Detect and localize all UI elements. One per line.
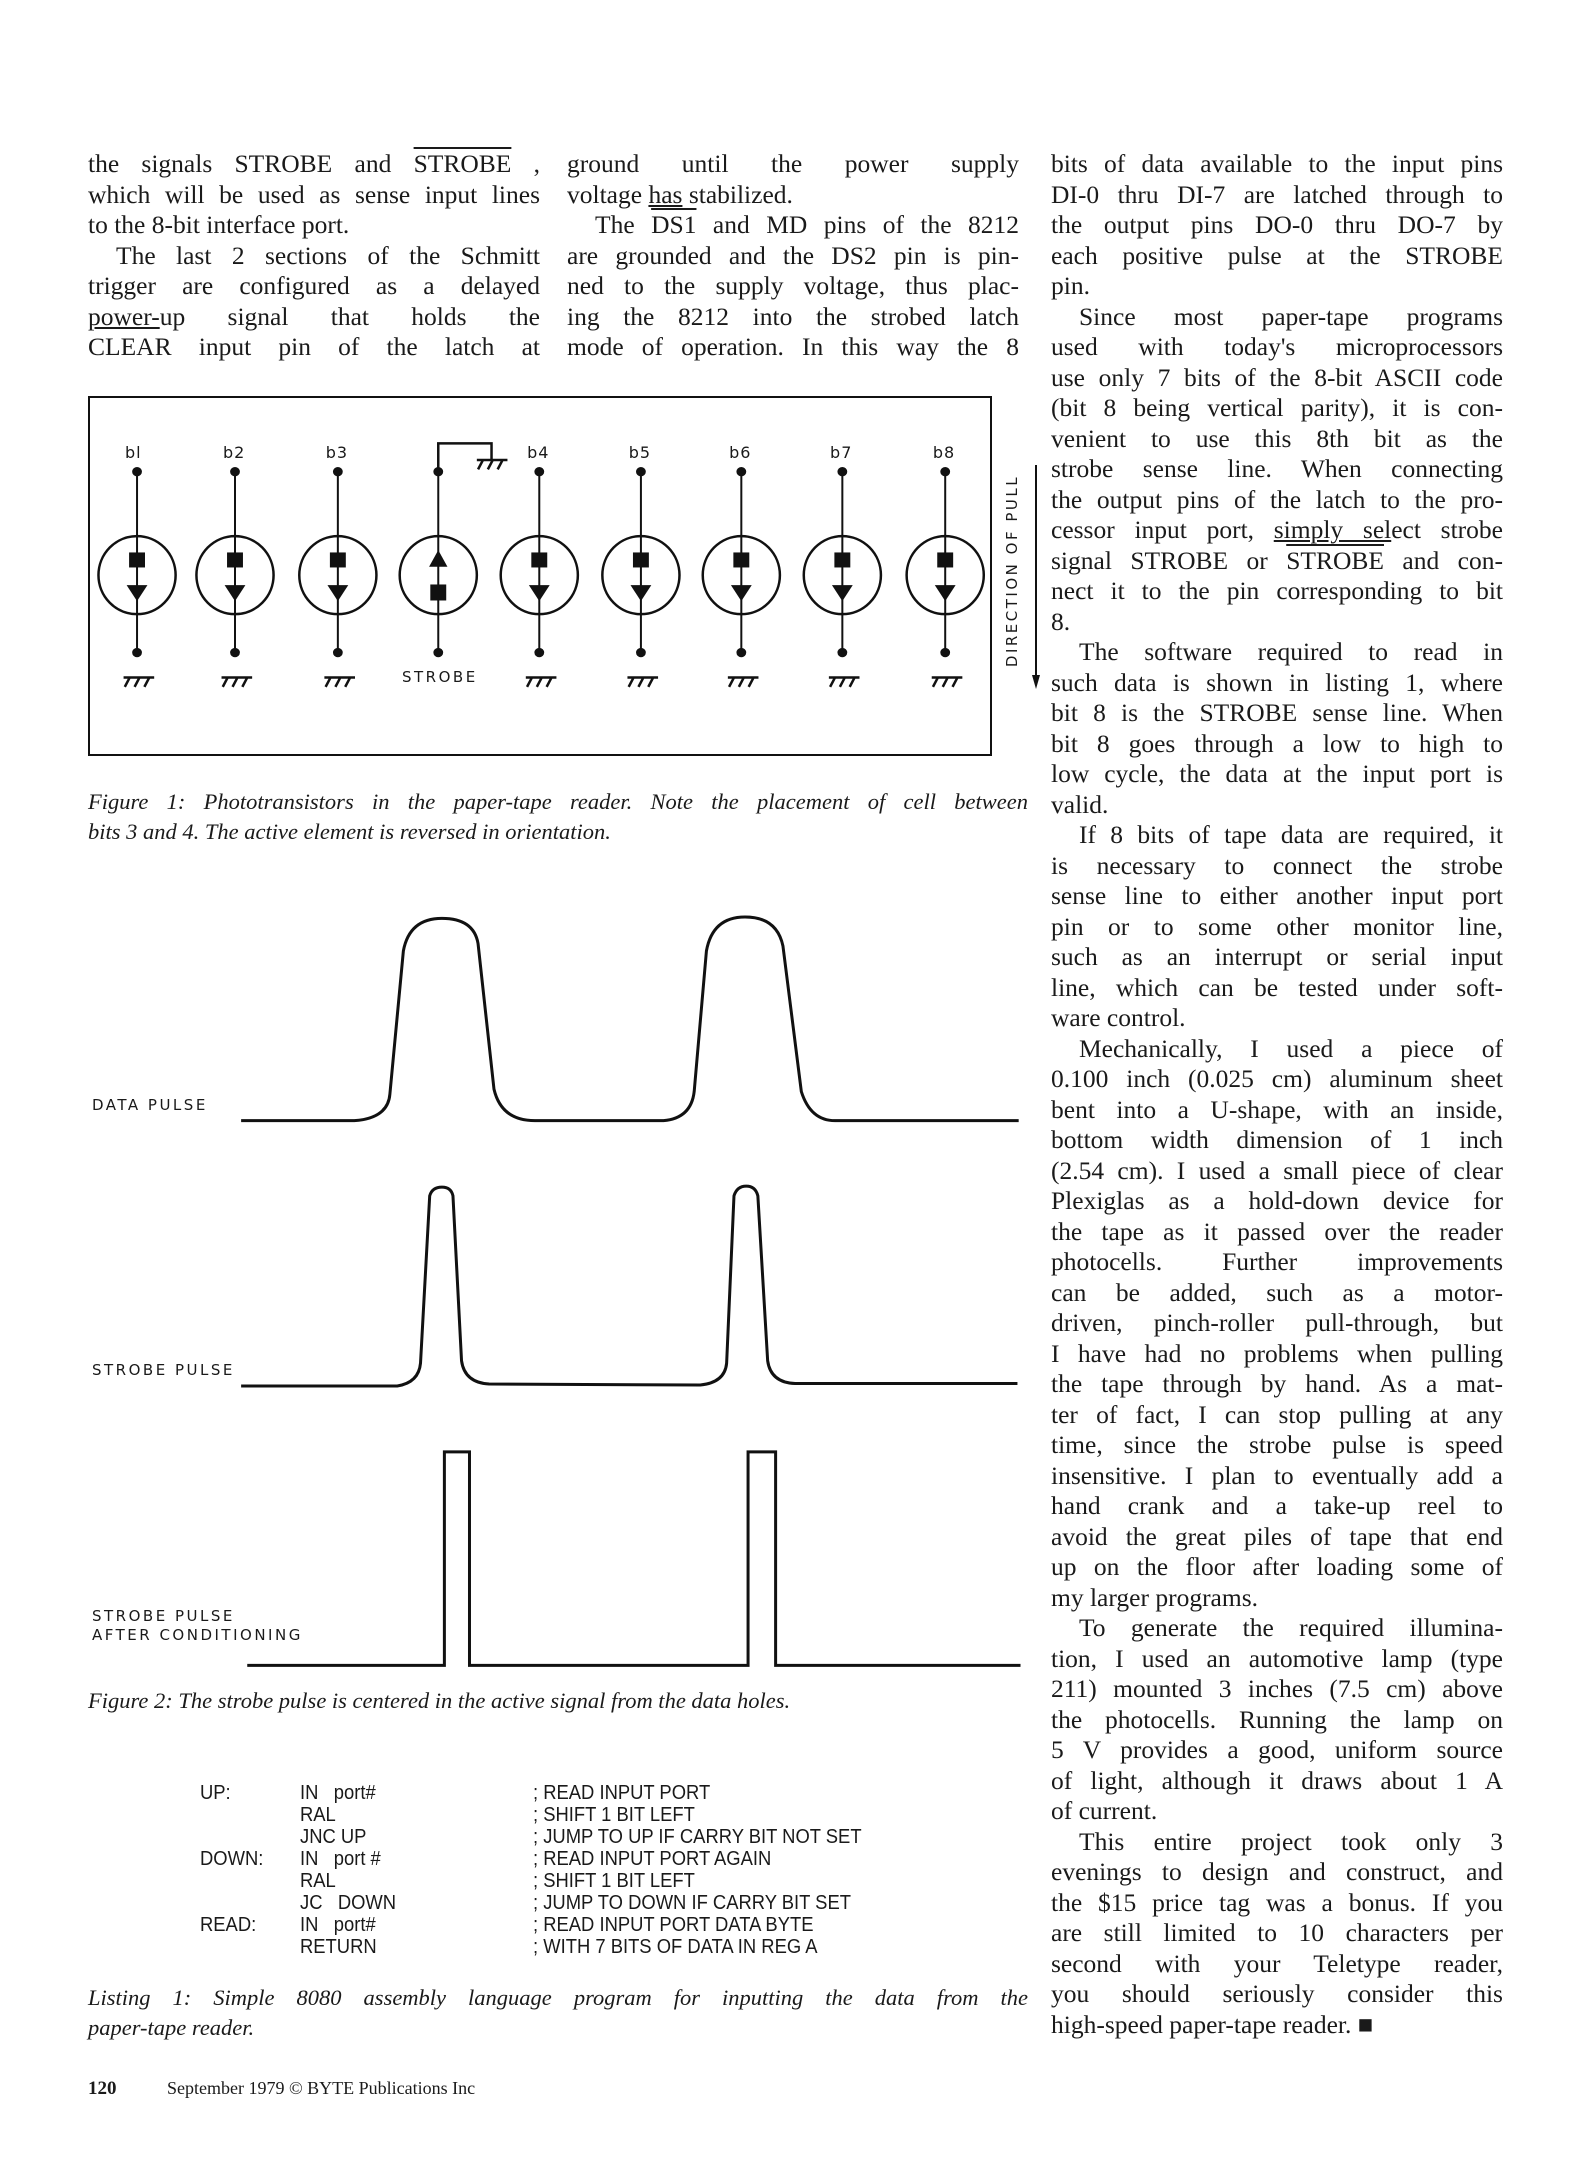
terminal-dot: [940, 648, 950, 657]
text-line: [1051, 790, 1503, 821]
terminal-dot: [837, 648, 847, 657]
text-line: Plexiglas as a hold-down device for: [1051, 1186, 1503, 1215]
listing-instr: JC DOWN: [300, 1892, 397, 1914]
square-element-icon: [129, 552, 145, 567]
text-line: the tape through by hand. As a mat-: [1051, 1369, 1503, 1398]
listing-label: UP:: [200, 1782, 231, 1804]
text-line: you should seriously consider this: [1051, 1979, 1503, 2008]
terminal-dot: [837, 467, 847, 476]
terminal-dot: [736, 648, 746, 657]
text-line: [1051, 515, 1503, 546]
text-segment: ,: [511, 149, 541, 178]
listing-label: DOWN:: [200, 1848, 264, 1870]
square-element-icon: [834, 552, 850, 567]
text-line: pin or to some other monitor line,: [1051, 911, 1503, 941]
text-line: use only 7 bits of the 8-bit ASCII code: [1051, 362, 1503, 392]
text-line: bit 8 is the STROBE sense line. When: [1051, 698, 1503, 727]
ground-icon: [627, 678, 658, 687]
text-segment: of current.: [1051, 1796, 1158, 1825]
text-segment: voltage: [567, 179, 649, 209]
triangle-down-icon: [832, 585, 853, 601]
text-line: [1051, 637, 1503, 668]
strobe-pulse-waveform: [241, 1186, 1017, 1386]
text-line: (2.54 cm). I used a small piece of clear: [1051, 1155, 1503, 1185]
ground-icon: [728, 678, 759, 687]
text-line: strobe sense line. When connecting: [1051, 454, 1503, 483]
text-segment: power-: [88, 301, 160, 331]
listing-comment: ; JUMP TO DOWN IF CARRY BIT SET: [533, 1892, 851, 1914]
text-line: [88, 241, 540, 272]
square-element-icon: [430, 584, 446, 600]
text-line: of light, although it draws about 1 A: [1051, 1765, 1503, 1795]
strobe-pulse-label: STROBE PULSE: [92, 1361, 235, 1379]
listing-comment: ; JUMP TO UP IF CARRY BIT NOT SET: [533, 1826, 862, 1848]
text-line: used with today's microprocessors: [1051, 332, 1503, 361]
text-segment: simply sel: [1273, 515, 1392, 544]
text-segment: ect strobe: [1391, 515, 1503, 544]
text-line: the output pins of the latch to the pro-: [1051, 484, 1503, 514]
text-line: up on the floor after loading some of: [1051, 1552, 1503, 1581]
figure-1-caption: [88, 787, 1028, 847]
text-line: ground until the power supply: [567, 149, 1019, 178]
text-line: photocells. Further improvements: [1051, 1247, 1503, 1276]
listing-comment: ; SHIFT 1 BIT LEFT: [533, 1804, 695, 1826]
bit-label: b6: [729, 443, 752, 462]
text-line: each positive pulse at the STROBE: [1051, 240, 1503, 270]
ground-wire: [438, 443, 491, 471]
listing-caption: [88, 1983, 1028, 2043]
caption-line: bits 3 and 4. The active element is reversed in orientation.: [88, 819, 611, 844]
text-column-left: [88, 149, 540, 363]
ground-icon: [477, 460, 508, 469]
text-line: are still limited to 10 characters per: [1051, 1918, 1503, 1947]
text-line: ned to the supply voltage, thus plac-: [567, 271, 1019, 300]
caption-line: Figure 1: Phototransistors in the paper-tape reader. Note the placement of cell between: [88, 789, 1028, 814]
text-segment: ware control.: [1051, 1003, 1186, 1032]
text-segment: The last 2 sections of the Schmitt: [116, 240, 540, 270]
text-line: bottom width dimension of 1 inch: [1051, 1125, 1503, 1154]
text-segment: my larger programs.: [1051, 1582, 1259, 1612]
text-line: bent into a U-shape, with an inside,: [1051, 1094, 1503, 1124]
text-segment: valid.: [1051, 789, 1109, 819]
text-segment: DS1: [651, 210, 697, 239]
square-element-icon: [330, 552, 346, 567]
text-line: such as an interrupt or serial input: [1051, 942, 1503, 971]
terminal-dot: [132, 648, 142, 657]
text-segment: cessor input port,: [1051, 515, 1274, 544]
text-line: insensitive. I plan to eventually add a: [1051, 1460, 1503, 1490]
listing-label: READ:: [200, 1914, 257, 1936]
listing-comment: ; SHIFT 1 BIT LEFT: [533, 1870, 695, 1892]
strobe-cell-label: STROBE: [402, 668, 478, 686]
bit-label: b3: [325, 443, 349, 462]
bit-label: b4: [527, 443, 550, 462]
text-line: [1051, 820, 1503, 851]
triangle-down-icon: [327, 585, 348, 601]
text-line: the tape as it passed over the reader: [1051, 1216, 1503, 1246]
triangle-down-icon: [731, 585, 752, 601]
text-line: nect it to the pin corresponding to bit: [1051, 576, 1503, 605]
text-line: [88, 210, 540, 241]
text-column-right: [1051, 149, 1503, 2040]
text-line: 5 V provides a good, uniform source: [1051, 1735, 1503, 1764]
text-segment: has: [648, 179, 683, 209]
ground-icon: [124, 678, 155, 687]
text-line: time, since the strobe pulse is speed: [1051, 1430, 1503, 1459]
text-line: [1051, 1827, 1503, 1858]
text-line: [1051, 302, 1503, 333]
triangle-down-icon: [935, 585, 956, 601]
conditioned-strobe-waveform: [247, 1452, 1020, 1665]
text-segment: STROBE: [413, 149, 512, 178]
text-line: avoid the great piles of tape that end: [1051, 1521, 1503, 1551]
text-line: [1051, 546, 1503, 577]
terminal-dot: [230, 467, 240, 476]
text-segment: STROBE: [1286, 545, 1384, 575]
bit-label: b7: [830, 443, 853, 462]
text-segment: Since most paper-tape programs: [1079, 301, 1503, 331]
text-line: tion, I used an automotive lamp (type: [1051, 1643, 1503, 1673]
terminal-dot: [230, 648, 240, 657]
text-line: sense line to either another input port: [1051, 881, 1503, 910]
bit-label: bl: [125, 443, 142, 462]
text-line: [88, 302, 540, 333]
text-segment: If 8 bits of tape data are required, it: [1079, 820, 1503, 849]
page-number: 120: [88, 2078, 117, 2099]
ground-icon: [526, 678, 557, 687]
square-element-icon: [733, 552, 749, 567]
text-line: 211) mounted 3 inches (7.5 cm) above: [1051, 1674, 1503, 1703]
text-line: the output pins DO-0 thru DO-7 by: [1051, 210, 1503, 239]
triangle-down-icon: [127, 585, 148, 601]
text-segment: high-speed paper-tape reader. ■: [1051, 2009, 1374, 2039]
text-line: bits of data available to the input pins: [1051, 149, 1503, 178]
text-line: CLEAR input pin of the latch at: [88, 332, 540, 361]
caption-line: paper-tape reader.: [88, 2015, 255, 2040]
text-line: driven, pinch-roller pull-through, but: [1051, 1308, 1503, 1337]
text-line: which will be used as sense input lines: [88, 179, 540, 209]
terminal-dot: [636, 648, 646, 657]
listing-instr: IN port#: [300, 1782, 376, 1804]
text-line: I have had no problems when pulling: [1051, 1338, 1503, 1368]
text-segment: This entire project took only 3: [1079, 1826, 1503, 1856]
text-segment: stabilized.: [682, 179, 793, 209]
ground-icon: [324, 678, 355, 687]
listing-instr: JNC UP: [300, 1826, 367, 1848]
text-line: [1051, 607, 1503, 638]
terminal-dot: [636, 467, 646, 476]
text-line: bit 8 goes through a low to high to: [1051, 728, 1503, 758]
terminal-dot: [534, 467, 544, 476]
text-line: are grounded and the DS2 pin is pin-: [567, 240, 1019, 270]
bit-label: b8: [932, 443, 956, 462]
conditioned-pulse-label-2: AFTER CONDITIONING: [92, 1626, 303, 1644]
listing-instr: IN port#: [300, 1914, 376, 1936]
text-line: 0.100 inch (0.025 cm) aluminum sheet: [1051, 1064, 1503, 1093]
text-line: [1051, 1003, 1503, 1034]
direction-of-pull-label: DIRECTION OF PULL: [1003, 474, 1021, 668]
text-line: DI-0 thru DI-7 are latched through to: [1051, 179, 1503, 209]
text-line: line, which can be tested under soft-: [1051, 972, 1503, 1002]
text-line: low cycle, the data at the input port is: [1051, 759, 1503, 788]
text-segment: signal STROBE or: [1051, 545, 1287, 575]
text-line: is necessary to connect the strobe: [1051, 850, 1503, 880]
text-segment: to the 8-bit interface port.: [88, 210, 350, 239]
terminal-dot: [534, 648, 544, 657]
text-segment: and MD pins of the 8212: [696, 210, 1019, 239]
text-line: [567, 210, 1019, 241]
text-line: the $15 price tag was a bonus. If you: [1051, 1887, 1503, 1917]
caption-line: Listing 1: Simple 8080 assembly language program for inputting the data from the: [88, 1985, 1028, 2010]
listing-comment: ; READ INPUT PORT: [533, 1782, 711, 1804]
terminal-dot: [333, 467, 343, 476]
triangle-down-icon: [631, 585, 652, 601]
text-line: can be added, such as a motor-: [1051, 1277, 1503, 1307]
text-line: [88, 149, 540, 180]
listing-instr: RAL: [300, 1804, 336, 1826]
text-segment: and con-: [1384, 545, 1503, 575]
caption-line: Figure 2: The strobe pulse is centered in the active signal from the data holes.: [88, 1688, 791, 1713]
text-column-middle: [567, 149, 1019, 363]
bit-label: b5: [628, 443, 652, 462]
text-segment: The: [595, 210, 652, 239]
triangle-down-icon: [225, 585, 246, 601]
text-line: [1051, 1613, 1503, 1644]
square-element-icon: [227, 552, 243, 567]
text-line: such data is shown in listing 1, where: [1051, 667, 1503, 697]
text-line: trigger are configured as a delayed: [88, 271, 540, 300]
text-segment: pin.: [1051, 271, 1090, 300]
direction-arrow-icon: [1030, 465, 1042, 690]
text-line: [1051, 1796, 1503, 1827]
terminal-dot: [736, 467, 746, 476]
text-segment: To generate the required illumina-: [1079, 1613, 1503, 1642]
text-line: mode of operation. In this way the 8: [567, 332, 1019, 361]
text-segment: The software required to read in: [1079, 637, 1503, 666]
text-line: venient to use this 8th bit as the: [1051, 423, 1503, 453]
text-line: (bit 8 being vertical parity), it is con-: [1051, 393, 1503, 422]
data-pulse-waveform: [241, 917, 1019, 1121]
text-segment: the signals STROBE and: [88, 149, 414, 178]
text-line: [1051, 1583, 1503, 1614]
text-segment: Mechanically, I used a piece of: [1079, 1033, 1503, 1063]
listing-instr: RETURN: [300, 1936, 377, 1958]
text-line: ter of fact, I can stop pulling at any: [1051, 1399, 1503, 1429]
text-line: second with your Teletype reader,: [1051, 1948, 1503, 1978]
bit-label: b2: [222, 443, 246, 462]
text-line: ing the 8212 into the strobed latch: [567, 301, 1019, 331]
text-segment: up signal that holds the: [159, 301, 540, 331]
figure-2-caption: [88, 1686, 1028, 1716]
text-line: [1051, 2010, 1503, 2041]
triangle-down-icon: [529, 585, 550, 601]
terminal-dot: [333, 648, 343, 657]
data-pulse-label: DATA PULSE: [92, 1096, 208, 1114]
conditioned-pulse-label-1: STROBE PULSE: [92, 1607, 235, 1625]
text-line: [1051, 1034, 1503, 1065]
terminal-dot: [940, 467, 950, 476]
listing-comment: ; READ INPUT PORT AGAIN: [533, 1848, 772, 1870]
triangle-up-icon: [429, 550, 447, 567]
text-line: the photocells. Running the lamp on: [1051, 1704, 1503, 1734]
listing-instr: IN port #: [300, 1848, 381, 1870]
text-line: evenings to design and construct, and: [1051, 1857, 1503, 1886]
ground-icon: [829, 678, 860, 687]
terminal-dot: [433, 648, 443, 657]
ground-icon: [222, 678, 253, 687]
footer-credit: September 1979 © BYTE Publications Inc: [167, 2078, 476, 2098]
text-line: [567, 180, 1019, 211]
square-element-icon: [937, 552, 953, 567]
square-element-icon: [531, 552, 547, 567]
text-line: hand crank and a take-up reel to: [1051, 1491, 1503, 1520]
listing-instr: RAL: [300, 1870, 336, 1892]
square-element-icon: [633, 552, 649, 567]
listing-comment: ; READ INPUT PORT DATA BYTE: [533, 1914, 814, 1936]
terminal-dot: [132, 467, 142, 476]
pulse-timing-diagram: [85, 900, 1045, 1676]
listing-comment: ; WITH 7 BITS OF DATA IN REG A: [533, 1936, 818, 1958]
text-line: [1051, 271, 1503, 302]
ground-icon: [932, 678, 963, 687]
text-segment: 8.: [1051, 606, 1071, 636]
